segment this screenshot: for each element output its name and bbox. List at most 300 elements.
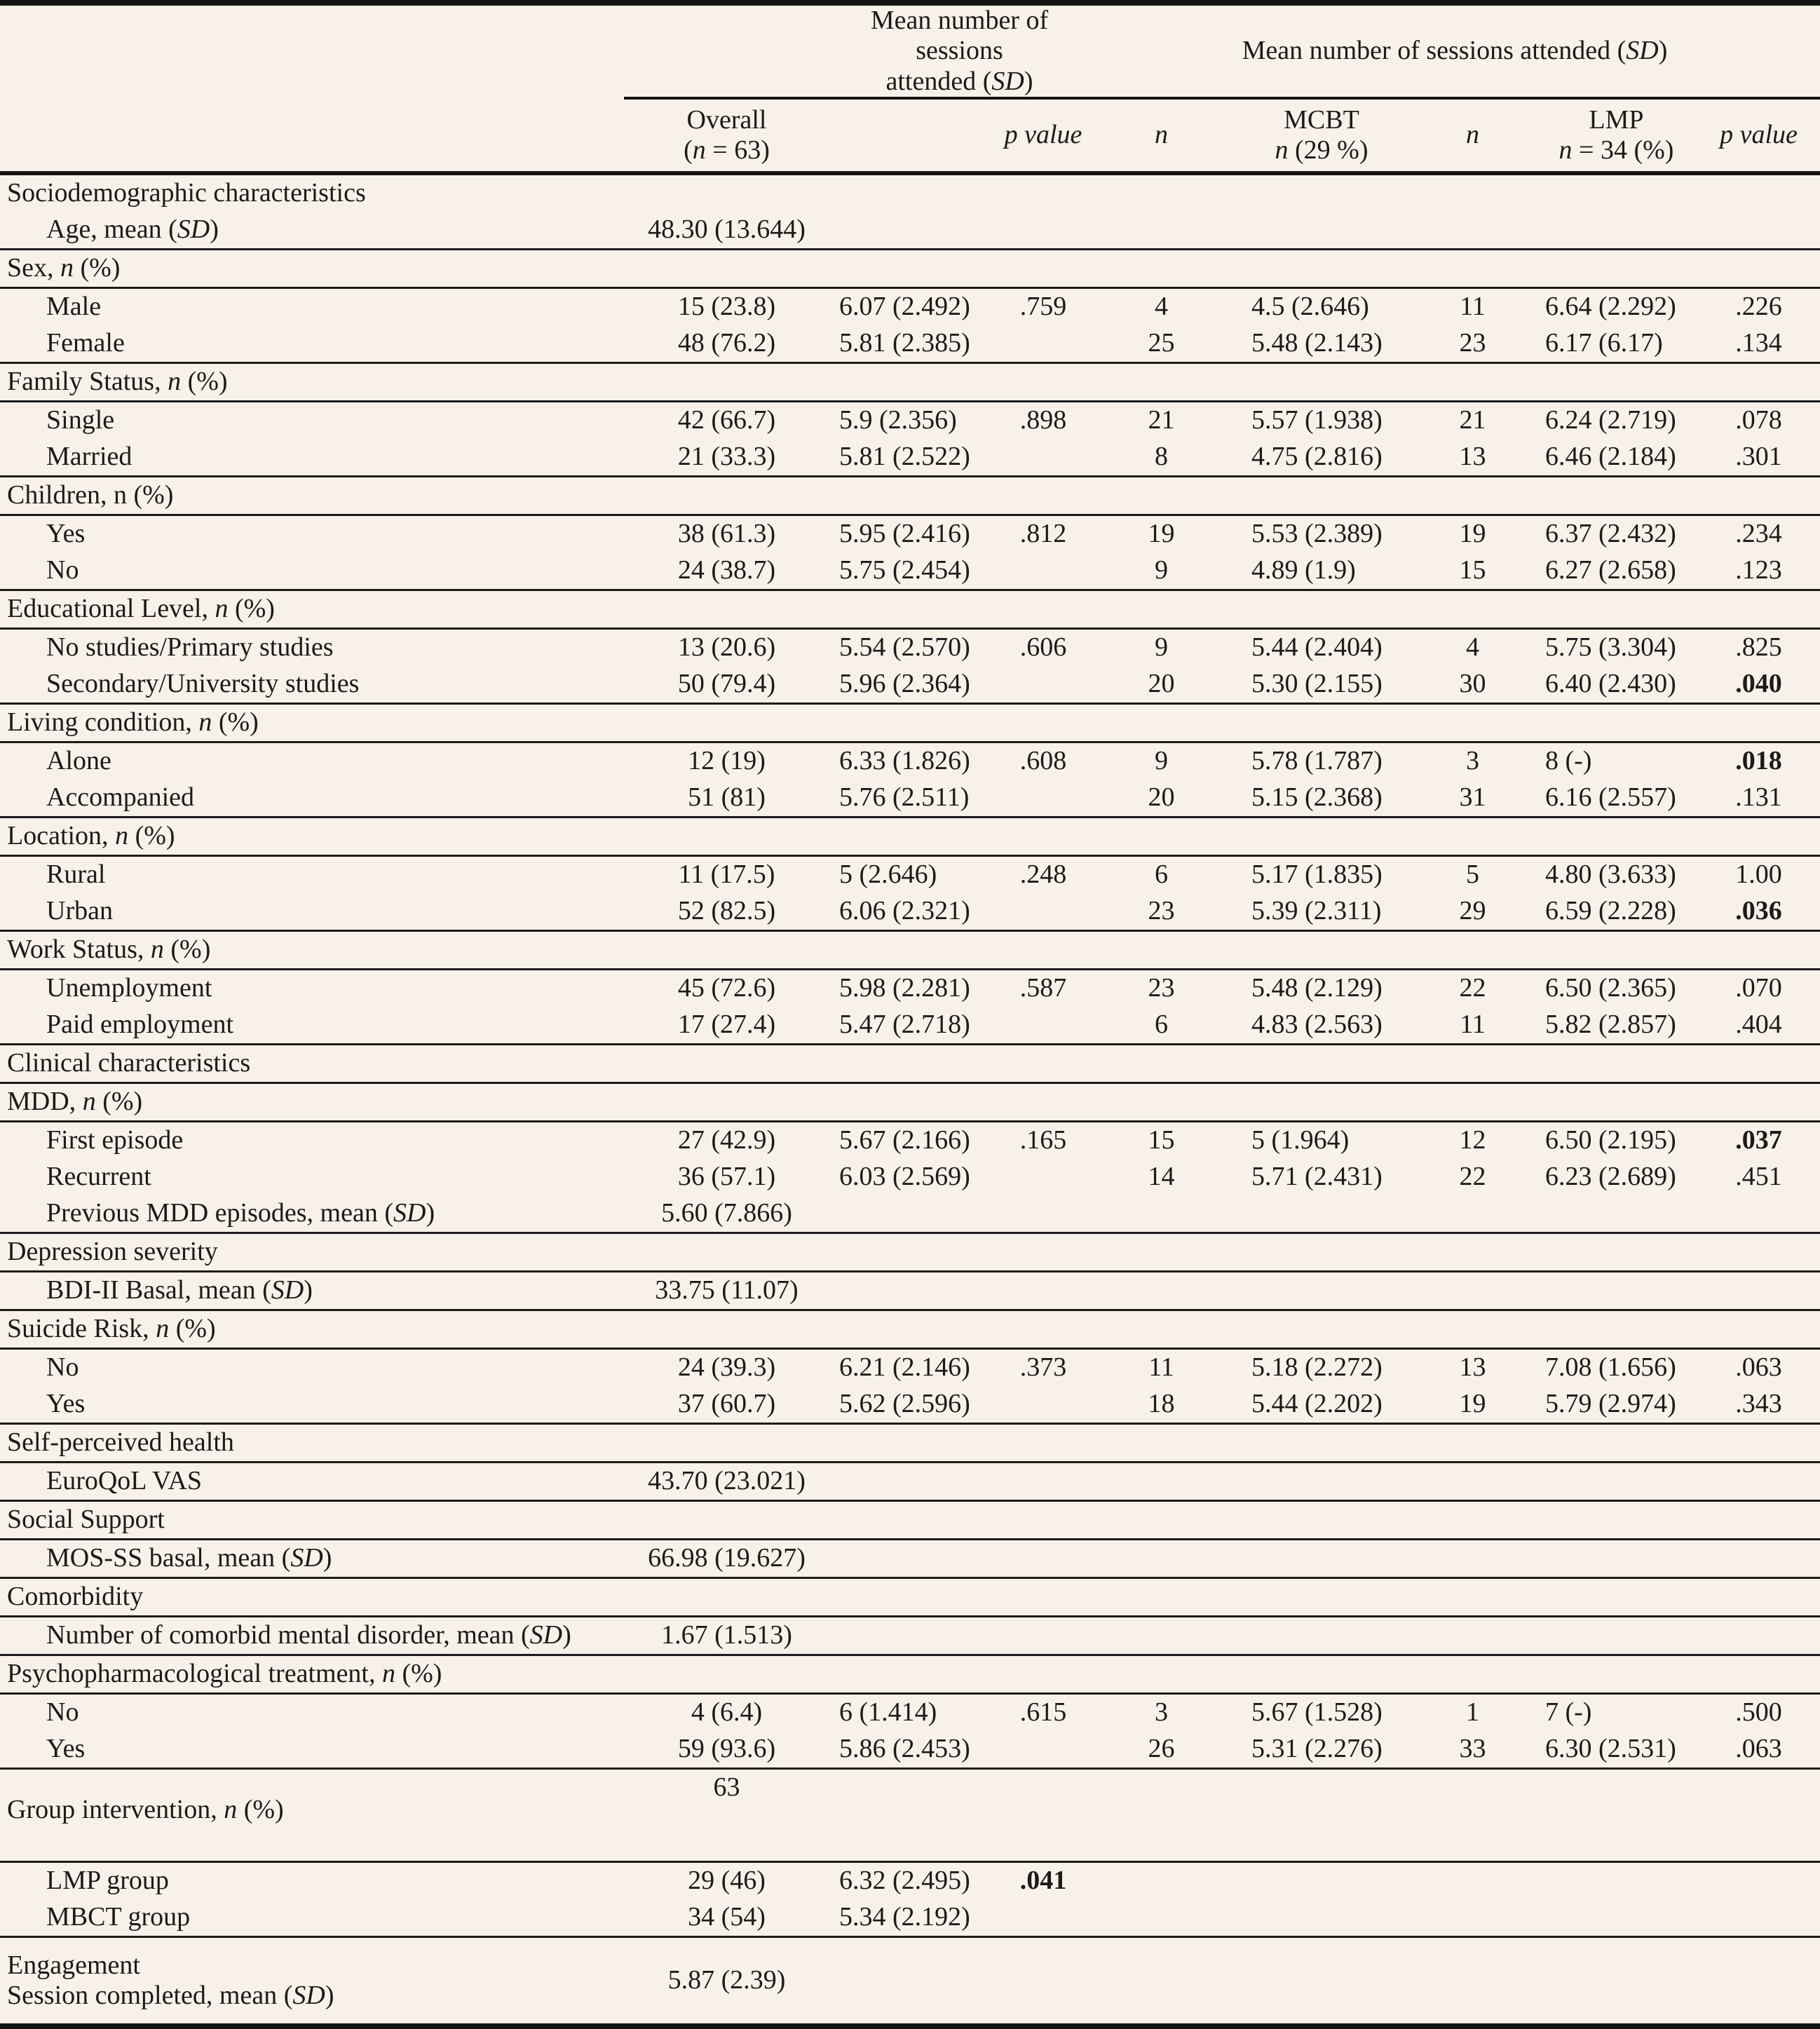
cell-pvalue-2: [1697, 1899, 1820, 1937]
cell-mcbt: [1233, 590, 1410, 628]
cell-mean-sessions: 5.9 (2.356): [839, 405, 957, 435]
cell-pvalue-2: [1697, 893, 1820, 931]
cell-pvalue-1: [997, 1233, 1089, 1271]
row-label: [0, 817, 624, 855]
cell-n-1: [1089, 212, 1233, 250]
cell-mcbt: [1233, 703, 1410, 742]
table-header: [0, 3, 1820, 173]
cell-mean-sessions: [829, 1083, 997, 1121]
row-label: [0, 287, 624, 325]
text-segment: n: [1275, 135, 1289, 165]
cell-pvalue-1: [997, 1310, 1089, 1348]
table-row: [0, 666, 1820, 704]
cell-mcbt: [1233, 1936, 1410, 2026]
cell-lmp: [1535, 1423, 1697, 1462]
cell-pvalue-2: [1697, 212, 1820, 250]
cell-lmp: 5.82 (2.857): [1535, 1007, 1697, 1045]
cell-overall: [624, 930, 829, 969]
cell-pvalue-1: [997, 930, 1089, 969]
cell-n-1: [1089, 362, 1233, 401]
cell-mcbt: [1233, 1861, 1410, 1899]
text-segment: (%): [169, 1314, 216, 1344]
text-segment: No: [46, 1352, 79, 1383]
cell-lmp: 8 (-): [1545, 746, 1592, 776]
cell-n-1: 4: [1155, 292, 1168, 322]
cell-n-2: 33: [1410, 1731, 1535, 1769]
spanner-mean-sessions-groups: [1089, 3, 1820, 98]
cell-value: .018: [1735, 746, 1782, 776]
cell-pvalue-1: [997, 476, 1089, 515]
section-row: [0, 1083, 1820, 1121]
row-label: [0, 855, 624, 893]
cell-n-2: 1: [1466, 1697, 1479, 1728]
cell-n-2: [1410, 930, 1535, 969]
cell-mean-sessions: [829, 1195, 997, 1233]
cell-overall: [624, 817, 829, 855]
text-segment: Group intervention,: [7, 1794, 224, 1824]
cell-n-1: 11: [1148, 1352, 1174, 1383]
text-segment: LMP: [1589, 104, 1644, 135]
row-label: [0, 1936, 624, 2026]
cell-n-2: 13: [1410, 439, 1535, 477]
cell-mean-sessions: 5.62 (2.596): [829, 1386, 997, 1424]
cell-mcbt: 5.78 (1.787): [1251, 746, 1383, 776]
cell-pvalue-1: .608: [1019, 746, 1067, 776]
cell-pvalue-2: [1697, 476, 1820, 515]
cell-pvalue-1: .759: [1019, 292, 1067, 322]
cell-mean-sessions: [829, 590, 997, 628]
cell-mcbt: 4.75 (2.816): [1233, 439, 1410, 477]
cell-overall: 43.70 (23.021): [624, 1462, 829, 1500]
cell-pvalue-1: .812: [1019, 519, 1067, 549]
cell-pvalue-1: [997, 1861, 1089, 1899]
spanner-empty-overall: [624, 3, 829, 98]
cell-pvalue-2: [1697, 1768, 1820, 1861]
cell-n-2: [1410, 703, 1535, 742]
cell-n-2: [1410, 1861, 1535, 1899]
cell-n-1: [1089, 1233, 1233, 1271]
table-row: [0, 1348, 1820, 1386]
text-segment: Yes: [46, 519, 86, 549]
text-segment: (%): [95, 1087, 143, 1117]
cell-n-2: 15: [1410, 552, 1535, 590]
row-label: [0, 476, 624, 515]
cell-n-1: 19: [1148, 519, 1175, 549]
row-label: [0, 780, 624, 817]
table-body: [0, 173, 1820, 2026]
cell-mean-sessions: 5.95 (2.416): [839, 519, 970, 549]
cell-overall: [624, 703, 829, 742]
cell-overall: 59 (93.6): [624, 1731, 829, 1769]
cell-lmp: [1535, 1083, 1697, 1121]
text-segment: n: [382, 1659, 395, 1689]
cell-n-1: 23: [1148, 973, 1175, 1003]
cell-pvalue-2: [1697, 666, 1820, 704]
cell-pvalue-2: [1697, 930, 1820, 969]
row-label: [0, 1195, 624, 1233]
cell-pvalue-1: [997, 1616, 1089, 1655]
cell-lmp: [1535, 362, 1697, 401]
cell-n-1: 26: [1089, 1731, 1233, 1769]
row-label: [0, 590, 624, 628]
cell-n-2: [1410, 476, 1535, 515]
cell-lmp: 6.30 (2.531): [1535, 1731, 1697, 1769]
cell-mcbt: [1233, 1271, 1410, 1310]
cell-mcbt: 5.15 (2.368): [1233, 780, 1410, 817]
cell-mcbt: 5.30 (2.155): [1233, 666, 1410, 704]
text-segment: n: [198, 707, 212, 738]
text-segment: Urban: [46, 896, 113, 926]
cell-mcbt: [1233, 1423, 1410, 1462]
cell-mcbt: [1233, 249, 1410, 287]
cell-lmp: 5.79 (2.974): [1535, 1386, 1697, 1424]
text-segment: n: [150, 935, 164, 965]
cell-overall: 52 (82.5): [624, 893, 829, 931]
table-row: [0, 1731, 1820, 1769]
cell-overall: 1.67 (1.513): [624, 1616, 829, 1655]
cell-mean-sessions: 5.81 (2.385): [829, 325, 997, 363]
cell-n-2: 19: [1459, 519, 1486, 549]
text-segment: SD: [393, 1198, 426, 1228]
cell-pvalue-1: .615: [1019, 1697, 1067, 1728]
cell-pvalue-1: [997, 590, 1089, 628]
text-segment: Location,: [7, 821, 116, 851]
cell-mcbt: [1233, 1083, 1410, 1121]
spanner-mean-sessions-overall: [829, 3, 1089, 98]
cell-n-1: 8: [1089, 439, 1233, 477]
cell-n-1: [1089, 249, 1233, 287]
cell-n-1: [1089, 1083, 1233, 1121]
cell-lmp: [1535, 476, 1697, 515]
text-segment: n: [156, 1314, 170, 1344]
cell-pvalue-2: .301: [1697, 439, 1820, 477]
text-segment: Married: [46, 442, 133, 472]
section-row: [0, 817, 1820, 855]
cell-overall: 11 (17.5): [678, 860, 775, 890]
cell-overall: 33.75 (11.07): [624, 1271, 829, 1310]
table-row: [0, 893, 1820, 931]
cell-overall: 29 (46): [688, 1866, 766, 1896]
cell-n-1: [1089, 1310, 1233, 1348]
text-segment: n: [168, 367, 182, 397]
text-segment: Comorbidity: [7, 1582, 144, 1612]
cell-pvalue-1: [997, 1655, 1089, 1693]
cell-n-2: [1410, 1539, 1535, 1577]
cell-overall: [624, 173, 829, 212]
cell-pvalue-2: [1697, 1655, 1820, 1693]
cell-pvalue-2: [1697, 1233, 1820, 1271]
text-segment: n: [82, 1087, 96, 1117]
cell-n-2: [1410, 1655, 1535, 1693]
row-label: [0, 1044, 624, 1083]
cell-overall: 50 (79.4): [624, 666, 829, 704]
cell-mcbt: [1233, 1577, 1410, 1616]
table-row: [0, 1007, 1820, 1045]
row-label: [0, 362, 624, 401]
cell-n-1: [1089, 1044, 1233, 1083]
cell-mcbt: [1233, 930, 1410, 969]
text-segment: (%): [228, 594, 275, 624]
text-segment: Paid employment: [46, 1010, 234, 1040]
text-segment: Work Status,: [7, 935, 151, 965]
table-row: [0, 1899, 1820, 1937]
text-segment: SD: [177, 215, 210, 245]
cell-pvalue-2: .078: [1735, 405, 1782, 435]
text-segment: No studies/Primary studies: [46, 632, 334, 663]
text-segment: Previous MDD episodes, mean (: [46, 1198, 393, 1228]
cell-n-1: [1089, 1195, 1233, 1233]
cell-lmp: [1535, 1861, 1697, 1899]
cell-lmp: [1535, 1462, 1697, 1500]
row-label: [0, 628, 624, 666]
cell-lmp: [1535, 1044, 1697, 1083]
text-segment: No: [46, 1697, 79, 1728]
table-row: [0, 287, 1820, 325]
cell-overall: 34 (54): [624, 1899, 829, 1937]
cell-pvalue-1: [997, 1044, 1089, 1083]
text-segment: Suicide Risk,: [7, 1314, 156, 1344]
cell-mean-sessions: [829, 1500, 997, 1539]
cell-pvalue-1: [997, 1271, 1089, 1310]
cell-n-1: [1089, 1423, 1233, 1462]
text-segment: ): [1658, 36, 1668, 66]
text-segment: Sex,: [7, 253, 60, 283]
cell-mcbt: [1233, 817, 1410, 855]
section-row: [0, 1936, 1820, 2026]
cell-mean-sessions: 6.07 (2.492): [839, 292, 970, 322]
cell-n-2: [1410, 1271, 1535, 1310]
cell-mean-sessions: 5.47 (2.718): [829, 1007, 997, 1045]
text-segment: LMP group: [46, 1866, 169, 1896]
cell-overall: 15 (23.8): [677, 292, 776, 322]
cell-n-1: [1089, 590, 1233, 628]
section-row: [0, 1768, 1820, 1861]
cell-mcbt: [1233, 1310, 1410, 1348]
row-label: [0, 212, 624, 250]
text-segment: Secondary/University studies: [46, 669, 360, 699]
cell-n-1: [1089, 1539, 1233, 1577]
cell-mean-sessions: [829, 249, 997, 287]
text-segment: (29 %): [1288, 135, 1369, 165]
cell-value: .036: [1735, 896, 1782, 926]
cell-mean-sessions: [829, 1423, 997, 1462]
cell-mcbt: [1233, 1195, 1410, 1233]
cell-n-2: 22: [1459, 973, 1486, 1003]
table-row: [0, 1386, 1820, 1424]
text-segment: Sociodemographic characteristics: [7, 178, 366, 208]
cell-mean-sessions: 6.03 (2.569): [839, 1162, 970, 1192]
cell-n-1: [1089, 1500, 1233, 1539]
text-segment: SD: [290, 1543, 323, 1573]
cell-n-2: [1410, 249, 1535, 287]
cell-pvalue-1: [997, 1500, 1089, 1539]
cell-lmp: 6.17 (6.17): [1535, 325, 1697, 363]
cell-n-2: [1410, 1768, 1535, 1861]
cell-mcbt: 4.83 (2.563): [1233, 1007, 1410, 1045]
table-row: [0, 439, 1820, 477]
cell-mean-sessions: 6.21 (2.146): [839, 1352, 970, 1383]
text-segment: ): [325, 1980, 334, 2010]
cell-pvalue-1: [997, 1083, 1089, 1121]
column-header-n-2: [1410, 98, 1535, 173]
section-row: [0, 930, 1820, 969]
text-segment: ): [1024, 66, 1033, 96]
cell-overall: [624, 362, 829, 401]
text-segment: Mean number of sessions attended (: [1242, 36, 1627, 66]
cell-pvalue-1: .606: [1019, 632, 1067, 663]
spanner-row: [0, 3, 1820, 98]
text-segment: Yes: [46, 1734, 86, 1764]
row-label: [0, 1861, 624, 1899]
cell-overall: 27 (42.9): [677, 1125, 776, 1155]
cell-mcbt: 5.57 (1.938): [1251, 405, 1383, 435]
cell-lmp: [1535, 1310, 1697, 1348]
cell-overall: [624, 1233, 829, 1271]
cell-lmp: [1535, 249, 1697, 287]
cell-lmp: [1535, 817, 1697, 855]
cell-n-1: [1089, 930, 1233, 969]
text-segment: n: [692, 135, 706, 165]
cell-overall: [624, 1500, 829, 1539]
cell-mean-sessions: 5.76 (2.511): [829, 780, 997, 817]
text-segment: Male: [46, 292, 102, 322]
cell-pvalue-2: [1697, 1936, 1820, 2026]
text-segment: Session completed, mean (: [7, 1980, 293, 2010]
cell-pvalue-2: .500: [1735, 1697, 1782, 1728]
text-segment: MOS-SS basal, mean (: [46, 1543, 291, 1573]
cell-overall: 17 (27.4): [624, 1007, 829, 1045]
cell-lmp: [1535, 1271, 1697, 1310]
cell-pvalue-2: [1697, 1462, 1820, 1500]
text-segment: n: [1155, 120, 1168, 150]
text-segment: n: [60, 253, 74, 283]
row-label: [0, 1768, 624, 1861]
text-segment: (%): [181, 367, 228, 397]
cell-mcbt: [1233, 1655, 1410, 1693]
cell-lmp: 6.37 (2.432): [1545, 519, 1676, 549]
text-segment: Mean number of sessions: [870, 6, 1049, 66]
section-row: [0, 590, 1820, 628]
cell-n-2: [1410, 212, 1535, 250]
cell-lmp: [1535, 1936, 1697, 2026]
cell-lmp: [1535, 1768, 1697, 1861]
cell-n-2: 19: [1410, 1386, 1535, 1424]
text-segment: Rural: [46, 860, 106, 890]
cell-n-1: [1089, 173, 1233, 212]
cell-lmp: [1535, 1899, 1697, 1937]
cell-n-1: 25: [1089, 325, 1233, 363]
text-segment: SD: [991, 66, 1024, 96]
cell-pvalue-2: .134: [1697, 325, 1820, 363]
cell-n-2: 29: [1410, 893, 1535, 931]
cell-pvalue-2: [1697, 1616, 1820, 1655]
table-row: [0, 1195, 1820, 1233]
cell-pvalue-2: 1.00: [1735, 860, 1782, 890]
cell-mean-sessions: [829, 1233, 997, 1271]
cell-mcbt: [1233, 212, 1410, 250]
table-row: [0, 628, 1820, 666]
cell-overall: 5.87 (2.39): [667, 1965, 786, 1995]
table-row: [0, 1271, 1820, 1310]
cell-pvalue-1: [997, 893, 1089, 931]
cell-pvalue-1: [997, 1731, 1089, 1769]
cell-lmp: [1535, 1539, 1697, 1577]
cell-pvalue-1: [997, 439, 1089, 477]
cell-pvalue-2: .070: [1735, 973, 1782, 1003]
cell-overall: 36 (57.1): [677, 1162, 776, 1192]
cell-overall: [624, 1577, 829, 1616]
section-row: [0, 476, 1820, 515]
cell-value: .037: [1735, 1125, 1782, 1155]
row-label: [0, 1007, 624, 1045]
cell-pvalue-1: [997, 249, 1089, 287]
text-segment: Female: [46, 328, 125, 358]
cell-pvalue-2: .825: [1735, 632, 1782, 663]
text-segment: (%): [237, 1794, 284, 1824]
cell-pvalue-1: [997, 1423, 1089, 1462]
cell-pvalue-1: [997, 1195, 1089, 1233]
cell-mcbt: 5.48 (2.143): [1233, 325, 1410, 363]
cell-overall: [624, 249, 829, 287]
cell-mean-sessions: [829, 1616, 997, 1655]
text-segment: Social Support: [7, 1505, 165, 1535]
cell-lmp: [1535, 1616, 1697, 1655]
cell-mean-sessions: [829, 703, 997, 742]
row-label: [0, 1386, 624, 1424]
cell-n-2: [1410, 590, 1535, 628]
cell-mean-sessions: [829, 173, 997, 212]
cell-n-2: [1410, 817, 1535, 855]
cell-mean-sessions: 5.98 (2.281): [839, 973, 970, 1003]
cell-overall: [624, 590, 829, 628]
cell-mcbt: 5.17 (1.835): [1251, 860, 1383, 890]
cell-mean-sessions: 5 (2.646): [839, 860, 937, 890]
cell-mcbt: [1233, 1500, 1410, 1539]
cell-lmp: [1535, 1500, 1697, 1539]
cell-n-1: 14: [1148, 1162, 1175, 1192]
cell-lmp: [1535, 173, 1697, 212]
cell-overall: [624, 1083, 829, 1121]
cell-n-1: [1089, 817, 1233, 855]
cell-n-1: 3: [1155, 1697, 1168, 1728]
row-label: [0, 1233, 624, 1271]
cell-lmp: 6.23 (2.689): [1545, 1162, 1676, 1192]
row-label: [0, 1348, 624, 1386]
row-label: [0, 1693, 624, 1731]
cell-overall: 24 (38.7): [624, 552, 829, 590]
text-segment: Family Status,: [7, 367, 168, 397]
text-segment: First episode: [46, 1125, 184, 1155]
cell-mean-sessions: 6.06 (2.321): [829, 893, 997, 931]
text-segment: Engagement: [7, 1950, 140, 1980]
row-label: [0, 666, 624, 704]
cell-pvalue-2: [1697, 1121, 1820, 1159]
text-segment: (%): [212, 707, 259, 738]
cell-n-1: 9: [1089, 552, 1233, 590]
cell-lmp: 7 (-): [1545, 1697, 1592, 1728]
cell-pvalue-1: [997, 780, 1089, 817]
cell-lmp: 6.16 (2.557): [1535, 780, 1697, 817]
cell-pvalue-1: [997, 173, 1089, 212]
cell-lmp: 6.64 (2.292): [1545, 292, 1676, 322]
cell-pvalue-1: .373: [1019, 1352, 1067, 1383]
table-row: [0, 212, 1820, 250]
cell-value: .041: [1019, 1866, 1067, 1896]
spanner-empty-label: [0, 3, 624, 98]
cell-pvalue-1: .898: [1019, 405, 1067, 435]
text-segment: (%): [128, 821, 175, 851]
text-segment: Overall: [686, 104, 767, 135]
